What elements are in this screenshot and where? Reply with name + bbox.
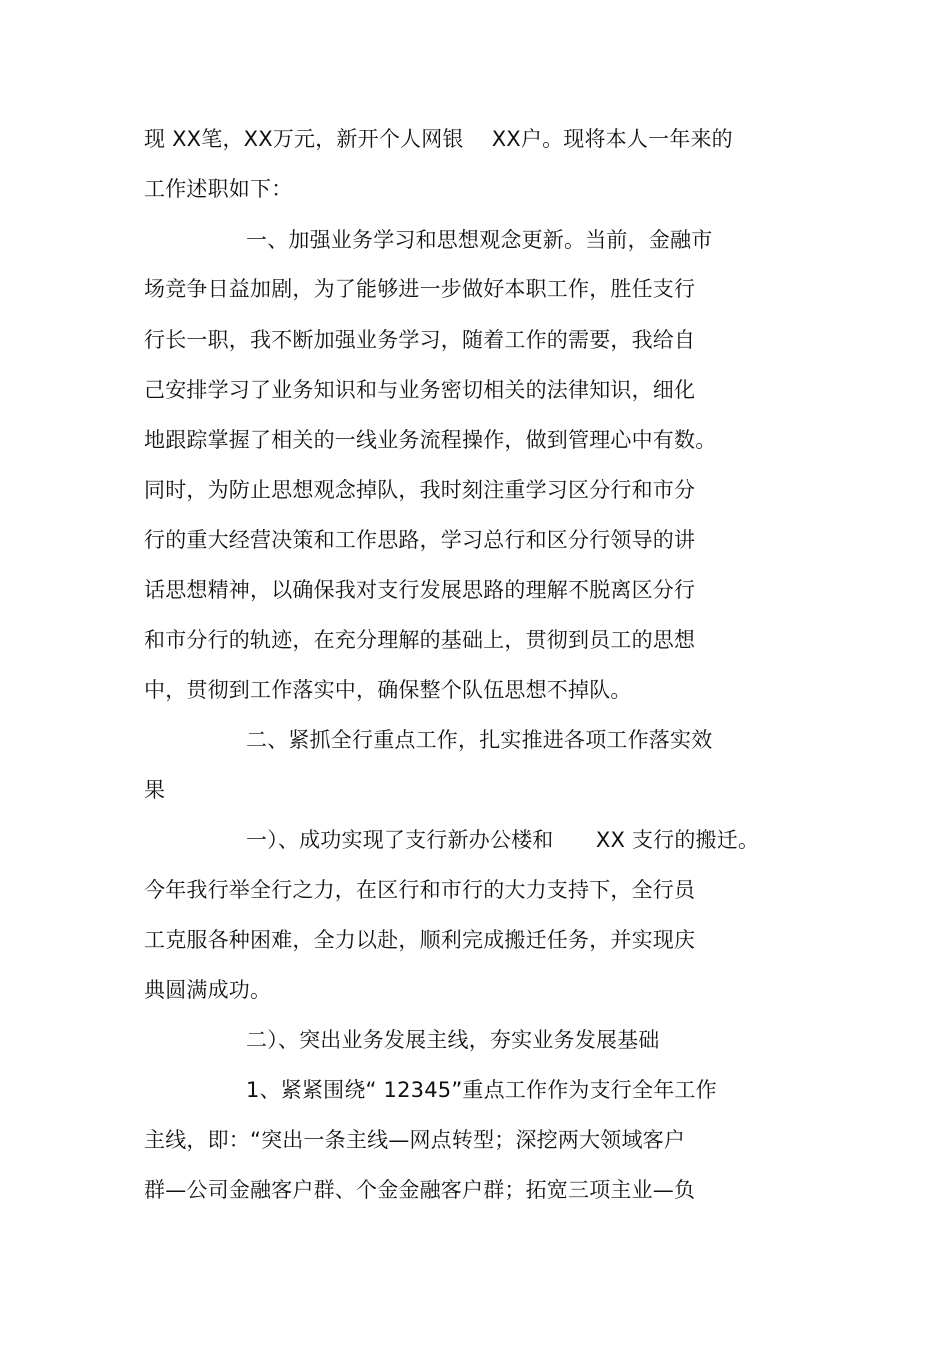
text-line: 工克服各种困难，全力以赴，顺利完成搬迁任务，并实现庆 [144,928,696,952]
text-line: 行长一职，我不断加强业务学习，随着工作的需要，我给自 [144,328,696,352]
text-line: 典圆满成功。 [144,978,272,1002]
text-line: 地跟踪掌握了相关的一线业务流程操作，做到管理心中有数。 [144,428,717,452]
text-line: 工作述职如下： [144,177,293,201]
text-line: 群—公司金融客户群、个金金融客户群；拓宽三项主业—负 [144,1178,696,1202]
text-line: 中，贯彻到工作落实中，确保整个队伍思想不掉队。 [144,678,632,702]
text-line: 行的重大经营决策和工作思路，学习总行和区分行领导的讲 [144,528,696,552]
list-item-heading: 1、紧紧围绕“ 12345”重点工作作为支行全年工作 [246,1078,717,1102]
text-line: 场竞争日益加剧，为了能够进一步做好本职工作，胜任支行 [144,277,696,301]
text-line: 己安排学习了业务知识和与业务密切相关的法律知识，细化 [144,378,696,402]
text-line: 现 XX笔，XX万元，新开个人网银 XX户。现将本人一年来的 [144,127,733,151]
text-line: 话思想精神，以确保我对支行发展思路的理解不脱离区分行 [144,578,696,602]
text-line: 主线，即：“突出一条主线—网点转型；深挖两大领域客户 [144,1128,686,1152]
text-line: 今年我行举全行之力，在区行和市行的大力支持下，全行员 [144,878,696,902]
section-heading: 二、紧抓全行重点工作，扎实推进各项工作落实效 [246,728,713,752]
subsection-heading: 一）、成功实现了支行新办公楼和 XX 支行的搬迁。 [246,828,760,852]
text-line: 同时，为防止思想观念掉队，我时刻注重学习区分行和市分 [144,478,696,502]
text-line: 和市分行的轨迹，在充分理解的基础上，贯彻到员工的思想 [144,628,696,652]
text-line: 果 [144,778,166,802]
subsection-heading: 二）、突出业务发展主线，夯实业务发展基础 [246,1028,660,1052]
section-heading: 一、加强业务学习和思想观念更新。当前，金融市 [246,228,713,252]
